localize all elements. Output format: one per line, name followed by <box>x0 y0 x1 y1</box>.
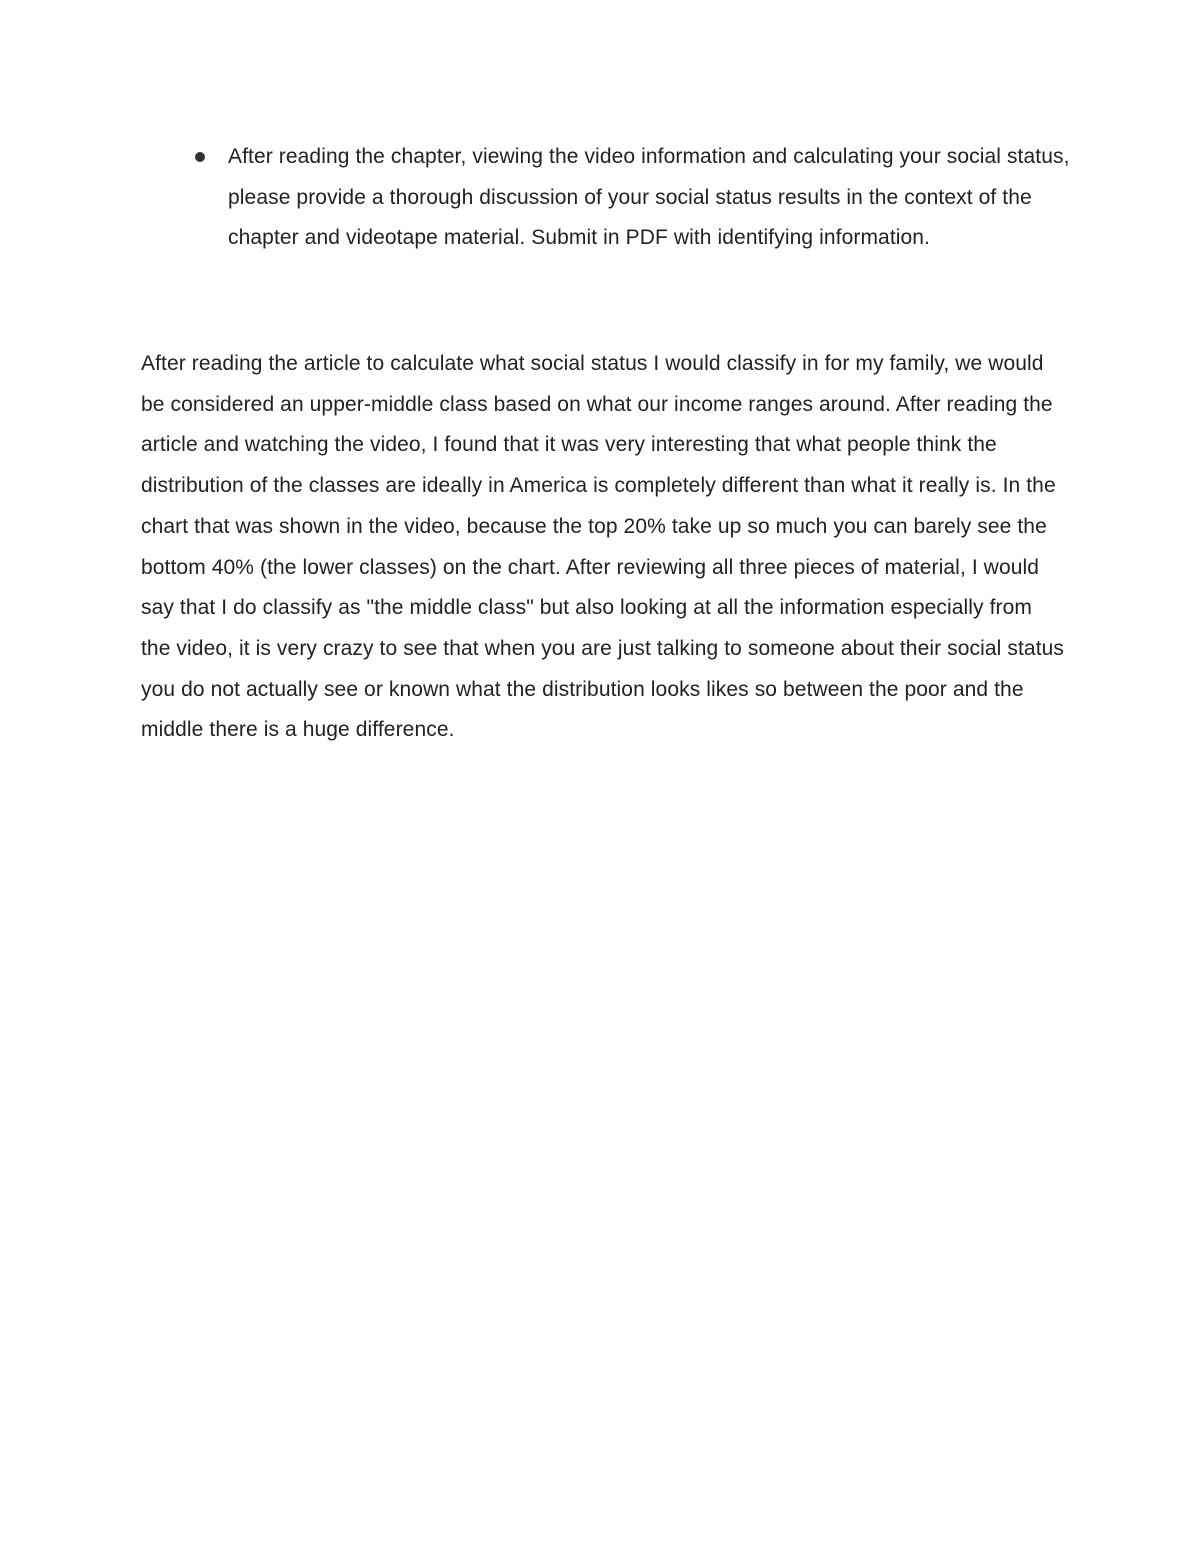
response-paragraph: After reading the article to calculate what social status I would classify in for my family, we would be considered an upper-middle class based on what our income ranges around. After reading the article and watching the video, I found that it was very interesting that what people think the distribution of the classes are ideally in America is completely different than what it really is. In the chart that was shown in the video, because the top 20% take up so much you can barely see the bottom 40% (the lower classes) on the chart. After reviewing all three pieces of material, I would say that I do classify as "the middle class" but also looking at all the information especially from the video, it is very crazy to see that when you are just talking to someone about their social status you do not actually see or known what the distribution looks likes so between the poor and the middle there is a huge difference. <box>141 352 1065 742</box>
assignment-prompt-text: After reading the chapter, viewing the video information and calculating your social status, please provide a thorough discussion of your social status results in the context of the chapter and videotape material. Submit in PDF with identifying information. <box>228 145 1070 250</box>
bullet-icon <box>195 152 205 162</box>
assignment-prompt-list <box>190 137 1070 259</box>
assignment-prompt-item <box>190 137 1070 259</box>
